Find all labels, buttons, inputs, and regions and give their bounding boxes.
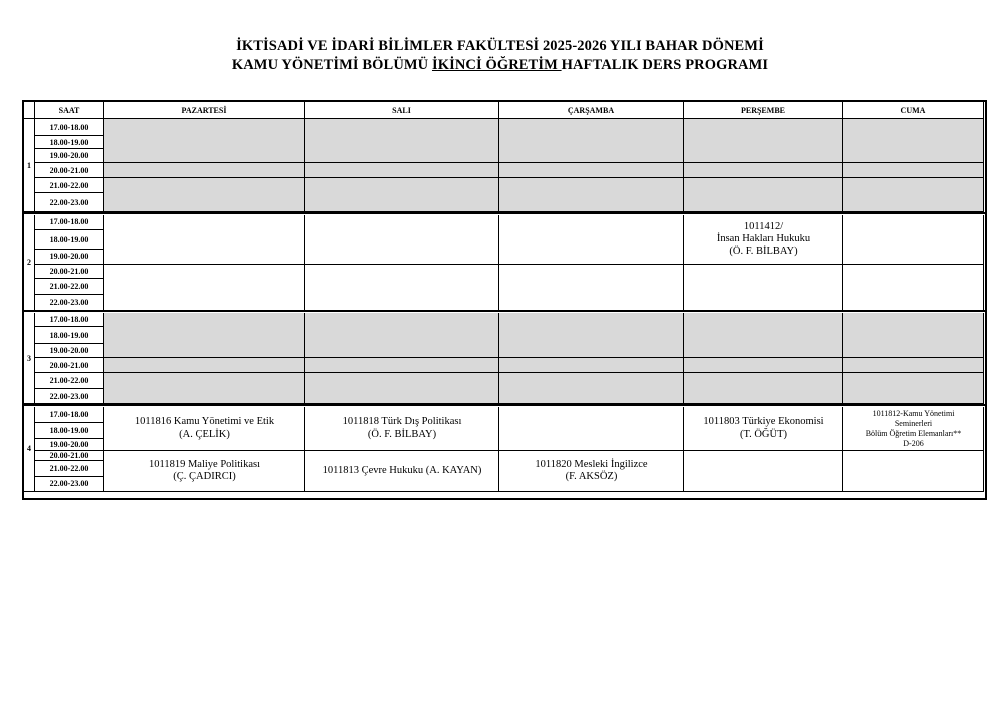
course-line: (Ö. F. BİLBAY)	[367, 428, 437, 440]
time-slot: 17.00-18.00	[35, 215, 104, 230]
class-number: 4	[24, 407, 35, 492]
time-slot: 22.00-23.00	[35, 193, 104, 212]
course-line: 1011819 Maliye Politikası	[148, 458, 261, 470]
time-slot: 21.00-22.00	[35, 178, 104, 193]
subtitle-part-b: İKİNCİ ÖĞRETİM	[431, 57, 562, 73]
slot-cell	[104, 265, 305, 311]
subtitle-part-a: KAMU YÖNETİMİ BÖLÜMÜ	[231, 57, 432, 73]
slot-cell	[305, 119, 499, 163]
page-subtitle	[0, 57, 1000, 74]
time-slot: 20.00-21.00	[35, 265, 104, 279]
slot-cell	[305, 163, 499, 178]
course-entry	[305, 451, 499, 492]
slot-cell	[499, 163, 684, 178]
slot-cell	[104, 358, 305, 373]
slot-cell	[104, 178, 305, 212]
time-slot: 21.00-22.00	[35, 279, 104, 295]
block-divider	[24, 310, 985, 312]
slot-cell	[499, 265, 684, 311]
time-slot: 19.00-20.00	[35, 439, 104, 451]
slot-cell	[104, 373, 305, 404]
slot-cell	[499, 119, 684, 163]
slot-cell	[499, 313, 684, 358]
course-line: D-206	[903, 438, 924, 448]
slot-cell	[499, 373, 684, 404]
course-entry	[843, 407, 984, 451]
course-entry	[684, 407, 843, 451]
course-line: (A. ÇELİK)	[179, 428, 230, 440]
class-number: 1	[24, 119, 35, 212]
course-line: 1011818 Türk Dış Politikası	[342, 416, 462, 427]
slot-cell	[305, 178, 499, 212]
course-line: (Ç. ÇADIRCI)	[173, 471, 236, 482]
time-slot: 20.00-21.00	[35, 358, 104, 373]
slot-cell	[843, 163, 984, 178]
slot-cell	[499, 407, 684, 451]
block-divider	[24, 212, 985, 214]
slot-cell	[305, 265, 499, 311]
slot-cell	[843, 265, 984, 311]
course-line: 1011813 Çevre Hukuku (A. KAYAN)	[322, 464, 482, 476]
slot-cell	[684, 265, 843, 311]
header-day: ÇARŞAMBA	[499, 102, 684, 119]
course-line: (F. AKSÖZ)	[565, 471, 618, 482]
time-slot: 20.00-21.00	[35, 451, 104, 461]
slot-cell	[305, 215, 499, 265]
course-entry	[104, 451, 305, 492]
course-entry	[104, 407, 305, 451]
slot-cell	[843, 119, 984, 163]
time-slot: 18.00-19.00	[35, 230, 104, 250]
time-slot: 19.00-20.00	[35, 344, 104, 358]
slot-cell	[843, 451, 984, 492]
header-day: CUMA	[843, 102, 984, 119]
slot-cell	[684, 373, 843, 404]
slot-cell	[684, 163, 843, 178]
header-day: PERŞEMBE	[684, 102, 843, 119]
slot-cell	[843, 313, 984, 358]
slot-cell	[684, 451, 843, 492]
slot-cell	[104, 313, 305, 358]
class-number: 3	[24, 313, 35, 404]
slot-cell	[843, 373, 984, 404]
course-line: İnsan Hakları Hukuku	[716, 233, 811, 245]
time-slot: 21.00-22.00	[35, 461, 104, 477]
time-slot: 18.00-19.00	[35, 136, 104, 149]
time-slot: 21.00-22.00	[35, 373, 104, 389]
block-divider	[24, 404, 985, 406]
slot-cell	[305, 373, 499, 404]
time-slot: 18.00-19.00	[35, 423, 104, 439]
course-line: 1011820 Mesleki İngilizce	[535, 458, 648, 470]
slot-cell	[499, 215, 684, 265]
slot-cell	[843, 178, 984, 212]
slot-cell	[684, 119, 843, 163]
slot-cell	[684, 178, 843, 212]
slot-cell	[305, 358, 499, 373]
course-entry	[684, 215, 843, 265]
subtitle-part-c: HAFTALIK DERS PROGRAMI	[561, 57, 769, 73]
slot-cell	[104, 163, 305, 178]
slot-cell	[684, 358, 843, 373]
slot-cell	[843, 215, 984, 265]
schedule-table	[22, 100, 987, 500]
time-slot: 17.00-18.00	[35, 313, 104, 327]
time-slot: 17.00-18.00	[35, 119, 104, 136]
course-line: 1011812-Kamu Yönetimi	[872, 408, 955, 418]
header-corner	[24, 102, 35, 119]
time-slot: 20.00-21.00	[35, 163, 104, 178]
course-line: 1011816 Kamu Yönetimi ve Etik	[134, 416, 275, 427]
time-slot: 19.00-20.00	[35, 250, 104, 265]
header-day: PAZARTESİ	[104, 102, 305, 119]
slot-cell	[843, 358, 984, 373]
course-entry	[499, 451, 684, 492]
slot-cell	[305, 313, 499, 358]
time-slot: 18.00-19.00	[35, 327, 104, 344]
slot-cell	[684, 313, 843, 358]
slot-cell	[104, 215, 305, 265]
class-number: 2	[24, 215, 35, 311]
time-slot: 17.00-18.00	[35, 407, 104, 423]
course-line: 1011803 Türkiye Ekonomisi	[703, 416, 824, 427]
course-line: (Ö. F. BİLBAY)	[729, 245, 798, 257]
time-slot: 19.00-20.00	[35, 149, 104, 163]
slot-cell	[499, 358, 684, 373]
header-day: SALI	[305, 102, 499, 119]
slot-cell	[499, 178, 684, 212]
time-slot: 22.00-23.00	[35, 389, 104, 404]
course-entry	[305, 407, 499, 451]
header-saat: SAAT	[35, 102, 104, 119]
time-slot: 22.00-23.00	[35, 477, 104, 492]
course-line: Seminerleri	[894, 418, 933, 428]
page-title: İKTİSADİ VE İDARİ BİLİMLER FAKÜLTESİ 2025-2026 YILI BAHAR DÖNEMİ	[236, 38, 764, 54]
course-line: Bölüm Öğretim Elemanları**	[865, 428, 962, 438]
time-slot: 22.00-23.00	[35, 295, 104, 311]
course-line: (T. ÖĞÜT)	[739, 428, 788, 440]
slot-cell	[104, 119, 305, 163]
course-line: 1011412/	[743, 220, 784, 232]
